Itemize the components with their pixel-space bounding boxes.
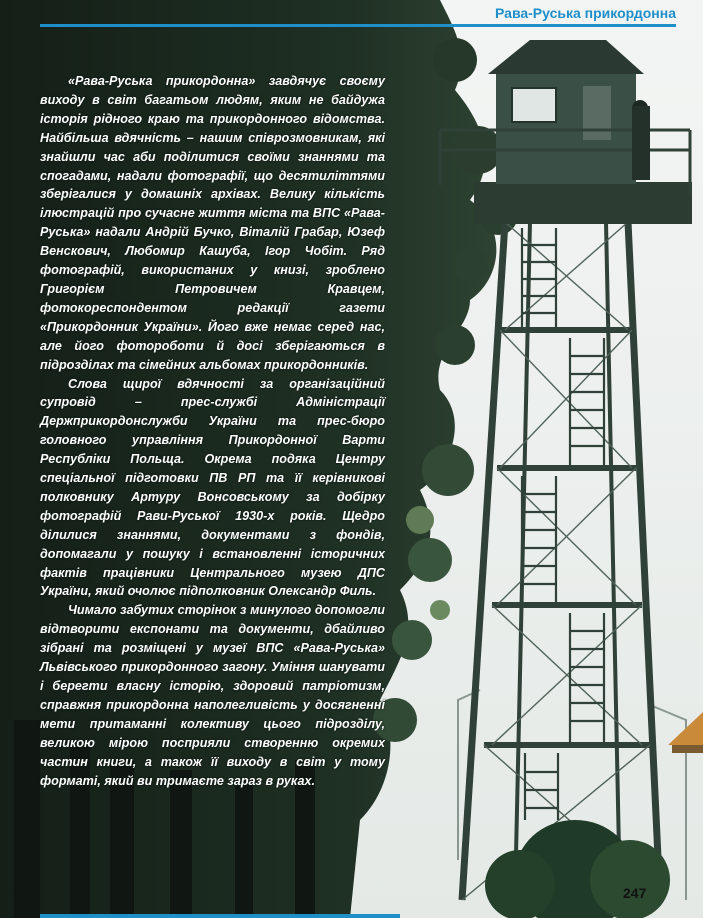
paragraph-acknowledgements-intro: «Рава-Руська прикордонна» завдячує своєму виходу в світ багатьом людям, яким не байдужа історія рідного краю та прикордонного відомства. Найбільша вдячність – нашим співрозмовникам, які знайшли час аби поділитися своїми знаннями та спогадами, надали фотографії, що десятиліттями зберігалися у домашніх архівах. Велику кількість ілюстрацій про сучасне життя міста та ВПС «Рава-Руська» надали Андрій Бучко, Віталій Грабар, Юзеф Венскович, Любомир Кашуба, Ігор Чобіт. Ряд фотографій, використаних у книзі, зроблено Григорієм Петровичем Кравцем, фотокореспондентом редакції газети «Прикордонник України». Його вже немає серед нас, але його фотороботи й досі зберігаються в підрозділах та сімейних альбомах прикордонників. — [40, 74, 385, 372]
footer-rule — [40, 914, 400, 918]
article-body — [40, 72, 385, 790]
running-header-title: Рава-Руська прикордонна — [495, 5, 676, 21]
page-number: 247 — [623, 885, 647, 901]
paragraph-acknowledgements-press: Слова щирої вдячності за організаційний супровід – прес-службі Адміністрації Держприкордонслужби України та прес-бюро головного управління Прикордонної Варти Республіки Польща. Окрема подяка Центру спеціальної підготовки ПВ РП та її керівникові полковнику Артуру Вонсовському за добірку фотографій Рави-Руської 1930-х років. Щедро ділилися знаннями, документами з фондів, допомагали у пошуку і встановленні історичних фактів працівники Центрального музею ДПС України, який очолює підполковник Олександр Филь. — [40, 376, 385, 599]
header-rule — [40, 24, 676, 27]
paragraph-acknowledgements-museum: Чимало забутих сторінок з минулого допомогли відтворити експонати та документи, дбайливо зібрані та розміщені у музеї ВПС «Рава-Руська» Львівського прикордонного загону. Уміння шанувати і берегти власну історію, здоровий патріотизм, справжня прикордонна наполегливість у досягненні мети притаманні колективу цього підрозділу, великою мірою посприяли створенню окремих частин книги, а також її виходу в світ у тому форматі, який ви тримаєте зараз в руках. — [40, 603, 385, 788]
